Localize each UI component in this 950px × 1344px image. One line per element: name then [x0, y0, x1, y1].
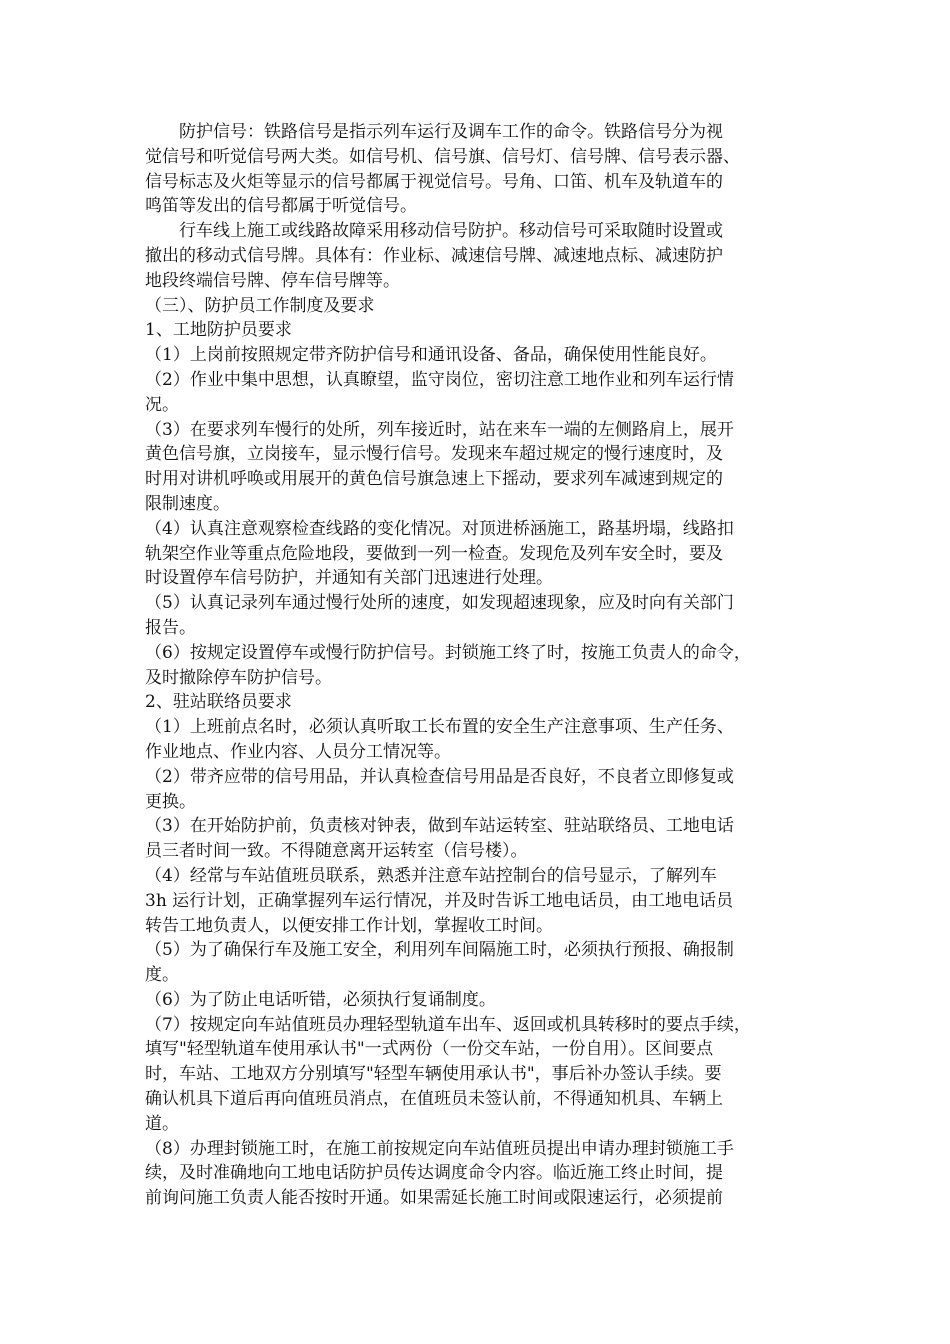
text-line: 确认机具下道后再向值班员消点，在值班员未签认前，不得通知机具、车辆上 [145, 1089, 723, 1110]
subsection-heading: 2、驻站联络员要求 [145, 692, 292, 713]
text-line: 3h 运行计划，正确掌握列车运行情况，并及时告诉工地电话员，由工地电话员 [145, 890, 734, 911]
text-line: 觉信号和听觉信号两大类。如信号机、信号旗、信号灯、信号牌、信号表示器、 [145, 146, 740, 167]
text-line: 员三者时间一致。不得随意离开运转室（信号楼）。 [145, 841, 528, 862]
text-line: （3）在要求列车慢行的处所，列车接近时，站在来车一端的左侧路肩上，展开 [145, 419, 734, 440]
text-line: 及时撤除停车防护信号。 [145, 667, 332, 688]
document-page [145, 120, 810, 1211]
text-line: （5）为了确保行车及施工安全，利用列车间隔施工时，必须执行预报、确报制 [145, 940, 734, 961]
text-line: 黄色信号旗，立岗接车，显示慢行信号。发现来车超过规定的慢行速度时，及 [145, 444, 723, 465]
text-line: （2）作业中集中思想，认真瞭望，监守岗位，密切注意工地作业和列车运行情 [145, 369, 734, 390]
text-line: 转告工地负责人，以便安排工作计划，掌握收工时间。 [145, 915, 553, 936]
text-line: 作业地点、作业内容、人员分工情况等。 [145, 741, 451, 762]
text-line: 地段终端信号牌、停车信号牌等。 [145, 270, 400, 291]
text-line: 限制速度。 [145, 493, 230, 514]
text-line: 撤出的移动式信号牌。具体有：作业标、减速信号牌、减速地点标、减速防护 [145, 245, 723, 266]
text-line: （2）带齐应带的信号用品，并认真检查信号用品是否良好，不良者立即修复或 [145, 766, 734, 787]
section-heading: （三）、防护员工作制度及要求 [145, 295, 375, 316]
text-line: 报告。 [145, 617, 196, 638]
text-line: 时用对讲机呼唤或用展开的黄色信号旗急速上下摇动，要求列车减速到规定的 [145, 469, 723, 490]
text-line: （7）按规定向车站值班员办理轻型轨道车出车、返回或机具转移时的要点手续， [145, 1014, 751, 1035]
text-line: 更换。 [145, 791, 196, 812]
subsection-heading: 1、工地防护员要求 [145, 320, 292, 341]
text-line: 填写"轻型轨道车使用承认书"一式两份（一份交车站，一份自用）。区间要点 [145, 1039, 714, 1060]
text-line: （1）上岗前按照规定带齐防护信号和通讯设备、备品，确保使用性能良好。 [145, 345, 717, 366]
text-line: 时设置停车信号防护，并通知有关部门迅速进行处理。 [145, 568, 553, 589]
text-line: （8）办理封锁施工时，在施工前按规定向车站值班员提出申请办理封锁施工手 [145, 1138, 734, 1159]
text-line: （1）上班前点名时，必须认真听取工长布置的安全生产注意事项、生产任务、 [145, 717, 734, 738]
text-line: 轨架空作业等重点危险地段，要做到一列一检查。发现危及列车安全时，要及 [145, 543, 723, 564]
text-line: （6）为了防止电话听错，必须执行复诵制度。 [145, 989, 496, 1010]
text-line: 况。 [145, 394, 179, 415]
text-line: 续，及时准确地向工地电话防护员传达调度命令内容。临近施工终止时间，提 [145, 1163, 723, 1184]
text-line: 行车线上施工或线路故障采用移动信号防护。移动信号可采取随时设置或 [145, 221, 723, 242]
text-line: 道。 [145, 1113, 179, 1134]
text-line: （4）经常与车站值班员联系，熟悉并注意车站控制台的信号显示，了解列车 [145, 865, 717, 886]
text-line: （5）认真记录列车通过慢行处所的速度，如发现超速现象，应及时向有关部门 [145, 593, 734, 614]
text-line: 信号标志及火炬等显示的信号都属于视觉信号。号角、口笛、机车及轨道车的 [145, 171, 723, 192]
text-line: 鸣笛等发出的信号都属于听觉信号。 [145, 196, 417, 217]
text-line: 时，车站、工地双方分别填写"轻型车辆使用承认书"，事后补办签认手续。要 [145, 1064, 722, 1085]
text-line: 防护信号：铁路信号是指示列车运行及调车工作的命令。铁路信号分为视 [145, 122, 723, 142]
text-line: 前询问施工负责人能否按时开通。如果需延长施工时间或限速运行，必须提前 [145, 1188, 723, 1209]
text-line: （6）按规定设置停车或慢行防护信号。封锁施工终了时，按施工负责人的命令， [145, 642, 751, 663]
text-line: 度。 [145, 965, 179, 986]
text-line: （3）在开始防护前，负责核对钟表，做到车站运转室、驻站联络员、工地电话 [145, 816, 734, 837]
text-line: （4）认真注意观察检查线路的变化情况。对顶进桥涵施工，路基坍塌，线路扣 [145, 518, 734, 539]
